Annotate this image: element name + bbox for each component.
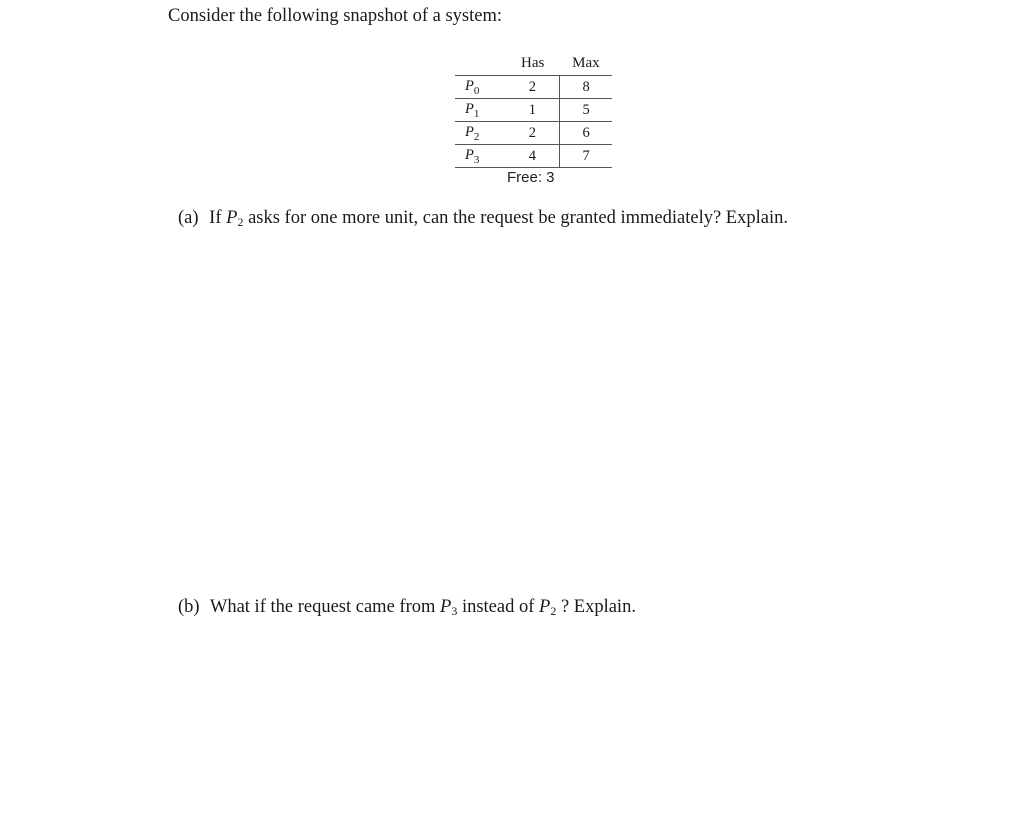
has-cell: 2 <box>505 122 559 145</box>
question-b <box>178 596 636 618</box>
free-resources-label: Free: 3 <box>507 169 555 186</box>
process-cell: $P_1$ <box>455 99 505 122</box>
question-b-text-middle: instead of <box>461 597 539 617</box>
process-cell: $P_0$ <box>455 76 505 99</box>
table-row <box>455 99 612 122</box>
question-a <box>178 207 788 229</box>
cut-off-previous-line <box>170 0 290 2</box>
question-a-label: (a) <box>178 208 199 228</box>
has-column-header: Has <box>520 55 545 71</box>
question-a-process: $P_2$ <box>226 208 244 229</box>
max-cell: 6 <box>560 122 612 145</box>
max-column-header: Max <box>572 55 600 71</box>
has-cell: 1 <box>505 99 559 122</box>
question-a-text-start: If <box>209 208 227 228</box>
question-b-process-1: $P_3$ <box>440 597 458 618</box>
allocation-table <box>455 52 612 168</box>
process-cell: $P_2$ <box>455 122 505 145</box>
table-header-row <box>455 52 612 76</box>
max-cell: 8 <box>560 76 612 99</box>
max-cell: 7 <box>560 145 612 168</box>
intro-text: Consider the following snapshot of a system: <box>168 6 502 26</box>
has-cell: 2 <box>505 76 559 99</box>
question-b-process-2: $P_2$ <box>539 597 557 618</box>
process-cell: $P_3$ <box>455 145 505 168</box>
question-b-text-end: ? Explain. <box>560 597 636 617</box>
question-a-text-end: asks for one more unit, can the request be granted immediately? Explain. <box>248 208 788 228</box>
question-b-text-start: What if the request came from <box>209 597 440 617</box>
table-row <box>455 122 612 145</box>
has-cell: 4 <box>505 145 559 168</box>
snapshot-table-block <box>455 52 615 186</box>
max-cell: 5 <box>560 99 612 122</box>
process-column-header <box>455 52 505 76</box>
table-row <box>455 145 612 168</box>
question-b-label: (b) <box>178 597 200 617</box>
table-row <box>455 76 612 99</box>
